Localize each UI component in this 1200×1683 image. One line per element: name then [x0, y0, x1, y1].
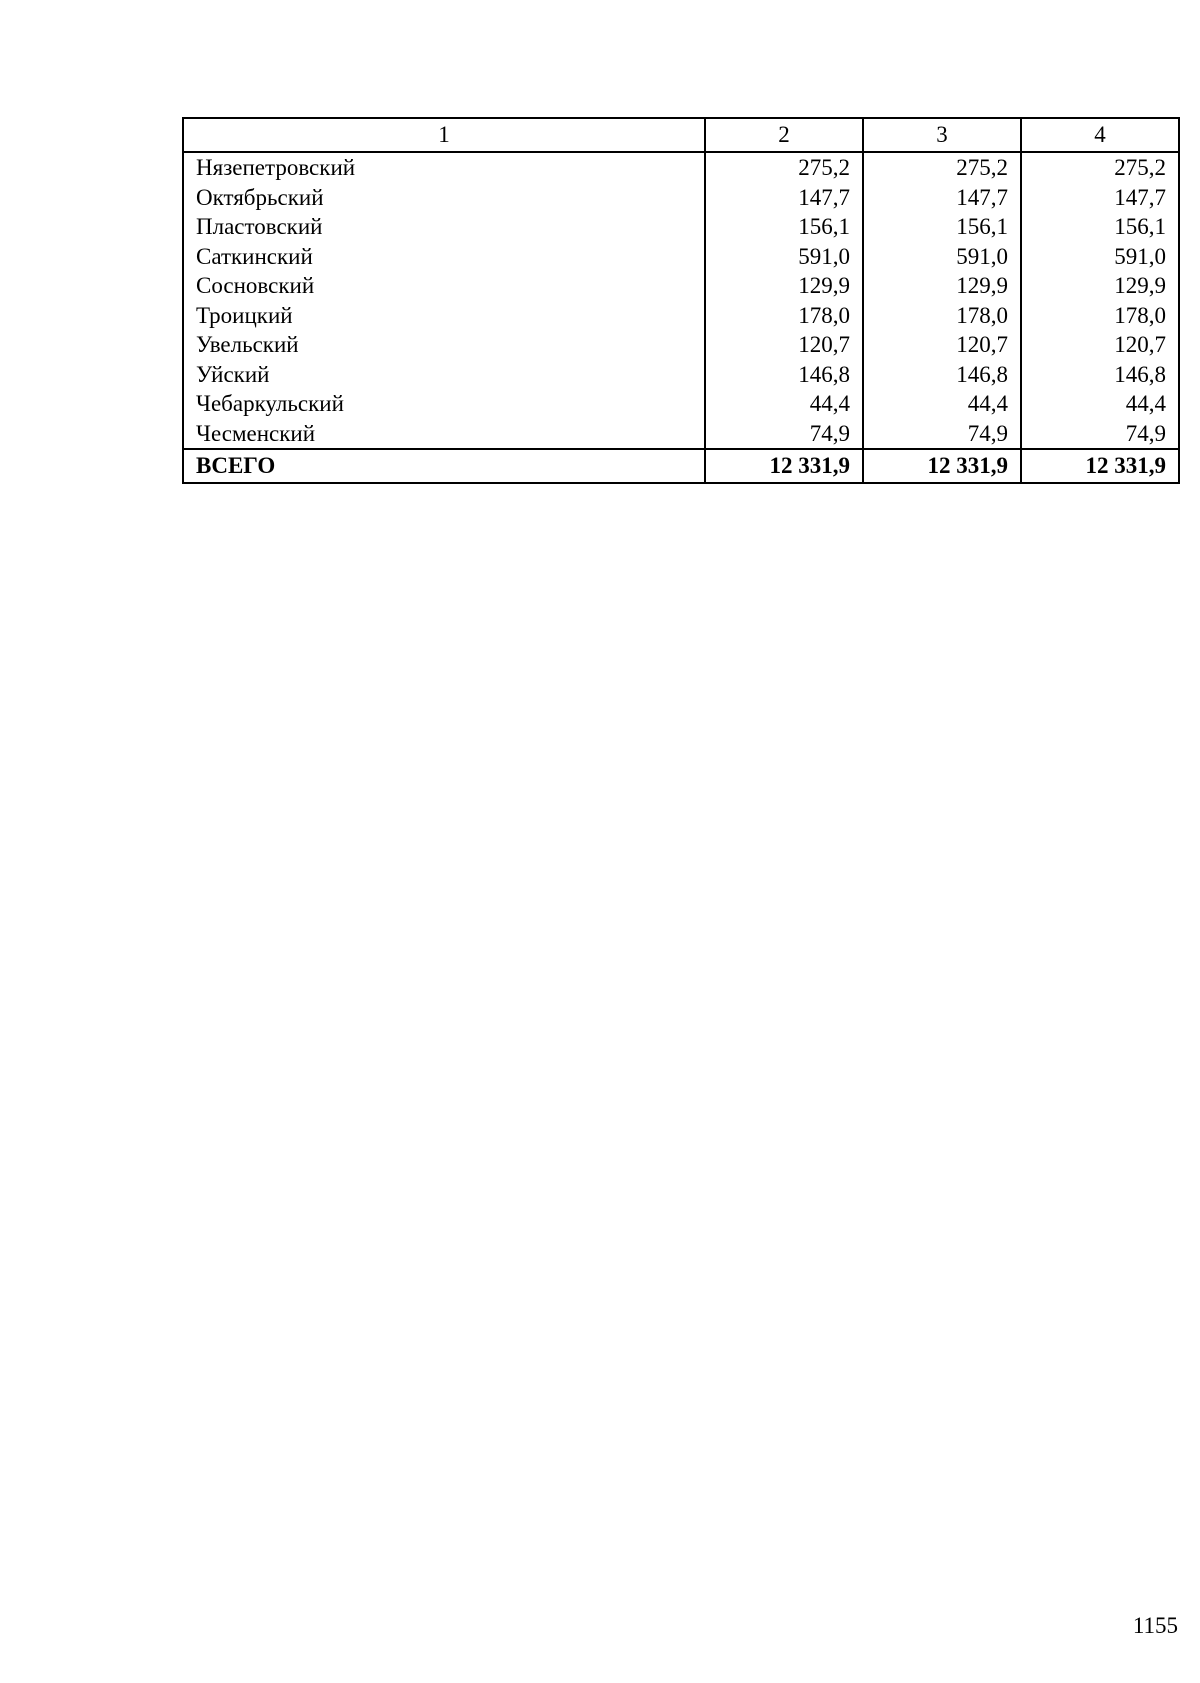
table-row [183, 242, 1179, 272]
district-name: Чебаркульский [183, 389, 705, 419]
value-col-2: 591,0 [705, 242, 863, 272]
value-col-3: 275,2 [863, 152, 1021, 183]
table-row [183, 389, 1179, 419]
value-col-2: 178,0 [705, 301, 863, 331]
value-col-4: 129,9 [1021, 271, 1179, 301]
value-col-3: 147,7 [863, 183, 1021, 213]
value-col-2: 146,8 [705, 360, 863, 390]
value-col-2: 74,9 [705, 419, 863, 450]
column-header-4: 4 [1021, 118, 1179, 152]
district-name: Пластовский [183, 212, 705, 242]
value-col-4: 275,2 [1021, 152, 1179, 183]
value-col-4: 591,0 [1021, 242, 1179, 272]
value-col-4: 74,9 [1021, 419, 1179, 450]
column-header-2: 2 [705, 118, 863, 152]
district-name: Саткинский [183, 242, 705, 272]
total-label: ВСЕГО [183, 449, 705, 483]
district-name: Нязепетровский [183, 152, 705, 183]
value-col-3: 120,7 [863, 330, 1021, 360]
district-name: Октябрьский [183, 183, 705, 213]
table-row [183, 419, 1179, 450]
table-row [183, 330, 1179, 360]
value-col-4: 44,4 [1021, 389, 1179, 419]
value-col-3: 74,9 [863, 419, 1021, 450]
district-name: Троицкий [183, 301, 705, 331]
total-col-3: 12 331,9 [863, 449, 1021, 483]
page-number: 1155 [1132, 1613, 1178, 1638]
value-col-2: 120,7 [705, 330, 863, 360]
district-name: Чесменский [183, 419, 705, 450]
district-name: Уйский [183, 360, 705, 390]
district-name: Сосновский [183, 271, 705, 301]
value-col-3: 591,0 [863, 242, 1021, 272]
table-row [183, 360, 1179, 390]
value-col-4: 178,0 [1021, 301, 1179, 331]
table-row [183, 212, 1179, 242]
total-col-4: 12 331,9 [1021, 449, 1179, 483]
column-header-1: 1 [183, 118, 705, 152]
value-col-4: 146,8 [1021, 360, 1179, 390]
table-row [183, 301, 1179, 331]
table-row [183, 152, 1179, 183]
value-col-2: 44,4 [705, 389, 863, 419]
value-col-4: 147,7 [1021, 183, 1179, 213]
value-col-2: 147,7 [705, 183, 863, 213]
value-col-3: 129,9 [863, 271, 1021, 301]
table-header-row [183, 118, 1179, 152]
value-col-4: 156,1 [1021, 212, 1179, 242]
value-col-3: 178,0 [863, 301, 1021, 331]
table-row [183, 183, 1179, 213]
value-col-3: 156,1 [863, 212, 1021, 242]
value-col-3: 44,4 [863, 389, 1021, 419]
data-table [182, 117, 1180, 484]
total-col-2: 12 331,9 [705, 449, 863, 483]
total-row [183, 449, 1179, 483]
column-header-3: 3 [863, 118, 1021, 152]
value-col-4: 120,7 [1021, 330, 1179, 360]
value-col-2: 156,1 [705, 212, 863, 242]
table-row [183, 271, 1179, 301]
value-col-3: 146,8 [863, 360, 1021, 390]
value-col-2: 275,2 [705, 152, 863, 183]
district-name: Увельский [183, 330, 705, 360]
value-col-2: 129,9 [705, 271, 863, 301]
